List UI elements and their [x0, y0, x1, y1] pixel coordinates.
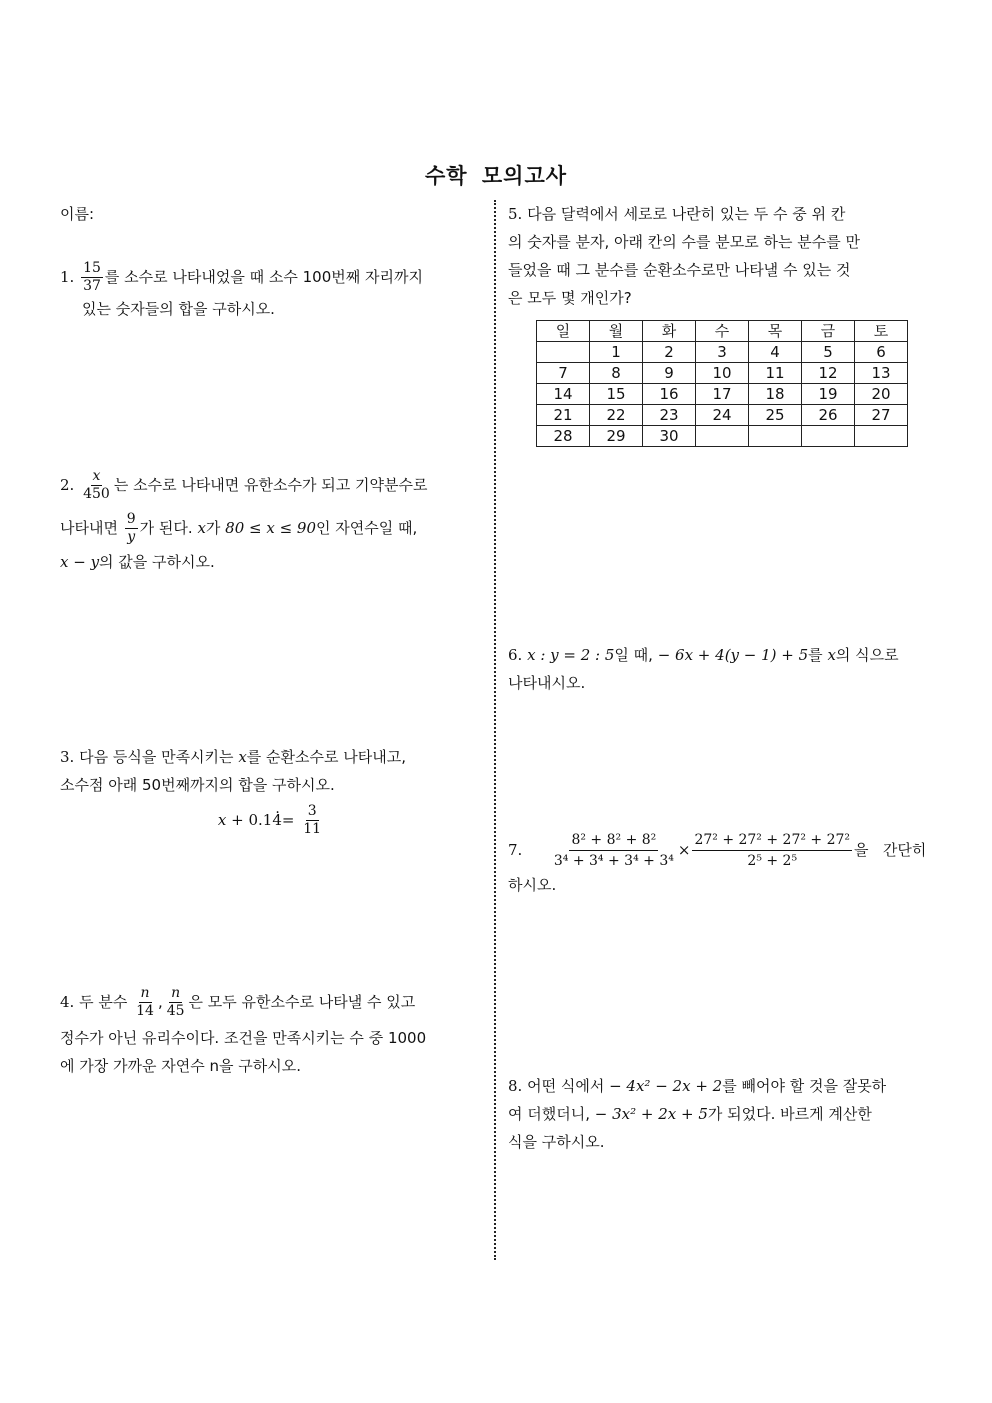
q2-fraction: $\frac{x}{450}$	[83, 468, 110, 502]
question-7: 7. $\frac{\text{8² + 8² + 8²}}{\text{3⁴ + 3⁴ + 3⁴ + 3⁴}}$ × $\frac{\text{27² + 27² + 27² + 27²}}{\text{2⁵ + 2⁵}}$ 을 간단히 하시오.	[508, 832, 927, 894]
calendar-row: 7 8 9 10 11 12 13	[537, 363, 908, 384]
q3-equation: x + 0.1· 4= $\frac{3}{11}$	[60, 803, 483, 838]
question-2: 2. $\frac{x}{450}$ 는 소수로 나타내면 유한소수가 되고 기약분수로 나타내면 $\frac{9}{y}$ 가 된다. x가 80 ≤ x ≤ 90인 자연수일 때, x − y의 값을 구하시오.	[60, 468, 428, 571]
calendar-row: 14 15 16 17 18 19 20	[537, 384, 908, 405]
q1-number: 1.	[60, 268, 75, 286]
question-1: 1. $\frac{15}{37}$ 를 소수로 나타내었을 때 소수 100번째 자리까지 있는 숫자들의 합을 구하시오.	[60, 260, 483, 323]
calendar-row: 1 2 3 4 5 6	[537, 342, 908, 363]
column-divider	[494, 200, 496, 1260]
calendar-table	[536, 320, 908, 447]
q2-fraction-2: $\frac{9}{y}$	[126, 511, 136, 545]
calendar-row: 28 29 30	[537, 426, 908, 447]
calendar-header-row: 일 월 화 수 목 금 토	[537, 321, 908, 342]
question-8: 8. 어떤 식에서 − 4x² − 2x + 2를 빼어야 할 것을 잘못하 여 더했더니, − 3x² + 2x + 5가 되었다. 바르게 계산한 식을 구하시오.	[508, 1077, 887, 1151]
q1-line2: 있는 숫자들의 합을 구하시오.	[82, 300, 275, 318]
question-6: 6. x : y = 2 : 5일 때, − 6x + 4(y − 1) + 5를 x의 식으로 나타내시오.	[508, 646, 899, 692]
question-5: 5. 다음 달력에서 세로로 나란히 있는 두 수 중 위 칸 의 숫자를 분자, 아래 칸의 수를 분모로 하는 분수를 만 들었을 때 그 분수를 순환소수로만 나타낼 수 있는 것 은 모두 몇 개인가?	[508, 205, 860, 307]
name-label: 이름:	[60, 205, 95, 223]
q1-fraction: $\frac{15}{37}$	[83, 260, 101, 294]
page-title: 수학 모의고사	[424, 164, 568, 188]
question-4: 4. 두 분수 $\frac{n}{14}$ , $\frac{n}{45}$ 은 모두 유한소수로 나타낼 수 있고 정수가 아닌 유리수이다. 조건을 만족시키는 수 중 1000 에 가장 가까운 자연수 n을 구하시오.	[60, 985, 427, 1075]
calendar-row: 21 22 23 24 25 26 27	[537, 405, 908, 426]
question-3: 3. 다음 등식을 만족시키는 x를 순환소수로 나타내고, 소수점 아래 50번째까지의 합을 구하시오. x + 0.1· 4= $\frac{3}{11}$	[60, 743, 483, 838]
